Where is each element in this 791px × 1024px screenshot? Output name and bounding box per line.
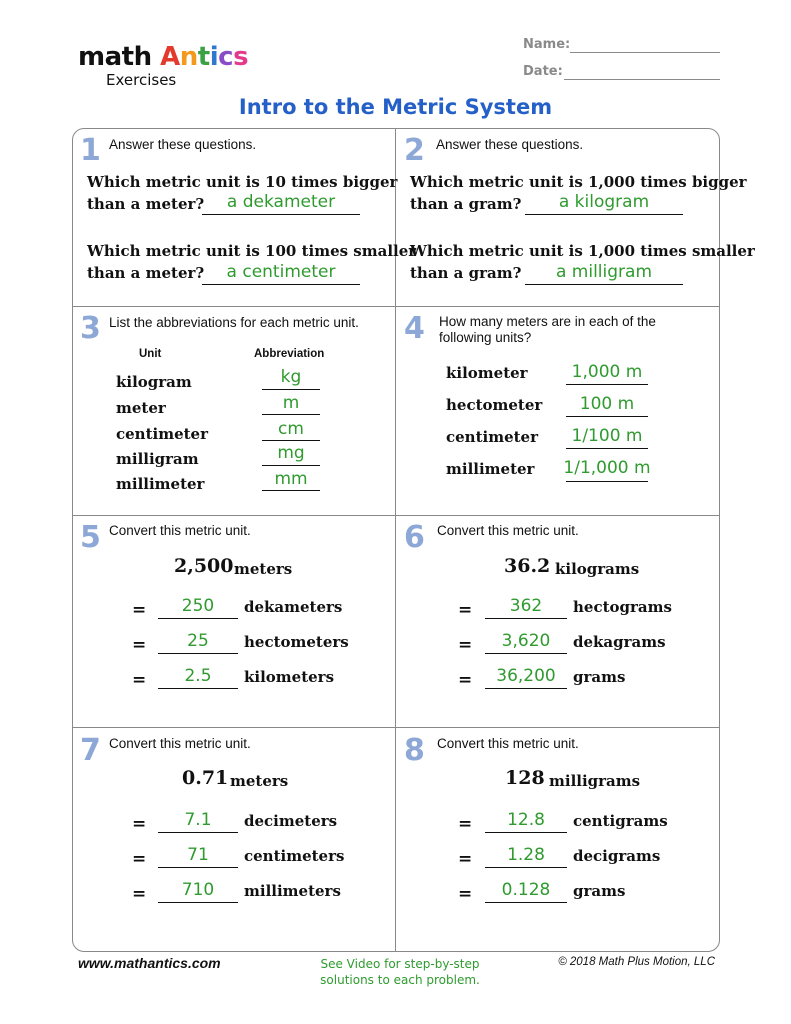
target-unit: hectograms — [573, 598, 672, 616]
name-label: Name: — [523, 37, 571, 52]
given-value: 36.2 — [504, 555, 551, 577]
given-unit: meters — [234, 560, 293, 578]
meters-answer[interactable]: 1/100 m — [571, 426, 643, 446]
answer-line — [158, 902, 238, 903]
date-field[interactable] — [564, 79, 720, 80]
problem-number-5: 5 — [80, 520, 101, 555]
conversion-answer[interactable]: 250 — [181, 596, 215, 616]
video-note-line1: See Video for step-by-step — [320, 957, 480, 971]
unit-label: millimeter — [446, 460, 535, 478]
equals-sign: = — [458, 814, 473, 834]
answer-line — [262, 440, 320, 441]
given-value: 0.71 — [182, 767, 229, 789]
answer-line — [485, 688, 567, 689]
logo-subtitle: Exercises — [106, 71, 177, 89]
meters-answer[interactable]: 1,000 m — [571, 362, 643, 382]
problem-2-q2-line1: Which metric unit is 1,000 times smaller — [410, 242, 755, 260]
abbreviation-column-header: Abbreviation — [254, 348, 325, 360]
answer-line — [566, 416, 648, 417]
name-field[interactable] — [570, 52, 720, 53]
problem-number-2: 2 — [404, 133, 425, 168]
given-value: 2,500 — [174, 555, 234, 577]
given-value: 128 — [505, 767, 545, 789]
target-unit: decigrams — [573, 847, 661, 865]
unit-label: kilometer — [446, 364, 528, 382]
equals-sign: = — [132, 849, 147, 869]
logo-letter: t — [197, 42, 210, 72]
equals-sign: = — [458, 849, 473, 869]
unit-column-header: Unit — [139, 348, 162, 360]
conversion-answer[interactable]: 71 — [187, 845, 209, 865]
equals-sign: = — [458, 600, 473, 620]
target-unit: kilometers — [244, 668, 335, 686]
answer-line — [566, 481, 648, 482]
problem-1-q1-line1: Which metric unit is 10 times bigger — [87, 173, 398, 191]
target-unit: dekagrams — [573, 633, 666, 651]
abbreviation-answer[interactable]: m — [282, 393, 300, 413]
problem-4-instruction-line1: How many meters are in each of the — [439, 314, 656, 329]
conversion-answer[interactable]: 362 — [509, 596, 543, 616]
target-unit: grams — [573, 882, 626, 900]
problem-2-q1-line1: Which metric unit is 1,000 times bigger — [410, 173, 747, 191]
page-title: Intro to the Metric System — [238, 95, 553, 119]
problem-8-instruction: Convert this metric unit. — [437, 736, 579, 751]
unit-label: meter — [116, 399, 166, 417]
conversion-answer[interactable]: 3,620 — [501, 631, 551, 651]
answer-line — [262, 490, 320, 491]
problem-7-instruction: Convert this metric unit. — [109, 736, 251, 751]
unit-label: centimeter — [446, 428, 538, 446]
logo-letter: n — [179, 42, 198, 72]
answer-line — [262, 389, 320, 390]
date-label: Date: — [523, 64, 563, 79]
answer-line — [485, 902, 567, 903]
logo-letter: A — [160, 42, 180, 72]
target-unit: decimeters — [244, 812, 338, 830]
answer-line — [158, 688, 238, 689]
logo-text-math: math — [78, 42, 161, 72]
problem-1-q2-line2: than a meter? — [87, 264, 205, 282]
answer-line — [262, 465, 320, 466]
website-link[interactable]: www.mathantics.com — [78, 955, 221, 971]
problem-number-3: 3 — [80, 311, 101, 346]
logo-letter: i — [209, 42, 219, 72]
equals-sign: = — [458, 635, 473, 655]
equals-sign: = — [132, 635, 147, 655]
answer-line — [566, 448, 648, 449]
answer-line — [485, 867, 567, 868]
answer-line — [158, 618, 238, 619]
video-note-line2: solutions to each problem. — [320, 973, 480, 987]
grid-divider — [72, 306, 720, 307]
equals-sign: = — [132, 814, 147, 834]
equals-sign: = — [132, 670, 147, 690]
problem-2-q1-line2: than a gram? — [410, 195, 522, 213]
problem-1-q1-answer[interactable]: a dekameter — [226, 192, 336, 212]
conversion-answer[interactable]: 0.128 — [501, 880, 551, 900]
logo — [78, 42, 248, 72]
equals-sign: = — [132, 600, 147, 620]
answer-line — [262, 414, 320, 415]
problem-5-instruction: Convert this metric unit. — [109, 523, 251, 538]
conversion-answer[interactable]: 12.8 — [507, 810, 545, 830]
target-unit: hectometers — [244, 633, 349, 651]
answer-line — [158, 867, 238, 868]
unit-label: centimeter — [116, 425, 208, 443]
answer-line — [566, 384, 648, 385]
target-unit: centimeters — [244, 847, 345, 865]
problem-number-4: 4 — [404, 311, 425, 346]
grid-divider — [72, 515, 720, 516]
problem-number-7: 7 — [80, 733, 101, 768]
answer-line — [485, 832, 567, 833]
given-unit: meters — [230, 772, 289, 790]
conversion-answer[interactable]: 36,200 — [496, 666, 556, 686]
answer-line — [485, 618, 567, 619]
target-unit: dekameters — [244, 598, 343, 616]
problem-2-instruction: Answer these questions. — [436, 137, 584, 152]
abbreviation-answer[interactable]: mm — [274, 469, 308, 489]
problem-number-1: 1 — [80, 133, 101, 168]
answer-line — [525, 284, 683, 285]
problem-1-q2-line1: Which metric unit is 100 times smaller — [87, 242, 417, 260]
conversion-answer[interactable]: 7.1 — [184, 810, 212, 830]
problem-1-q1-line2: than a meter? — [87, 195, 205, 213]
target-unit: grams — [573, 668, 626, 686]
answer-line — [202, 284, 360, 285]
conversion-answer[interactable]: 25 — [187, 631, 209, 651]
given-unit: kilograms — [555, 560, 640, 578]
meters-answer[interactable]: 1/1,000 m — [563, 458, 651, 478]
problem-2-q2-line2: than a gram? — [410, 264, 522, 282]
problem-number-8: 8 — [404, 733, 425, 768]
copyright: © 2018 Math Plus Motion, LLC — [558, 956, 715, 968]
problem-6-instruction: Convert this metric unit. — [437, 523, 579, 538]
logo-letter: c — [218, 42, 234, 72]
abbreviation-answer[interactable]: cm — [278, 419, 304, 439]
unit-label: kilogram — [116, 373, 192, 391]
problem-1-instruction: Answer these questions. — [109, 137, 257, 152]
abbreviation-answer[interactable]: kg — [280, 367, 302, 387]
conversion-answer[interactable]: 1.28 — [507, 845, 545, 865]
video-note — [280, 956, 520, 988]
equals-sign: = — [132, 884, 147, 904]
logo-letter: s — [233, 42, 249, 72]
target-unit: millimeters — [244, 882, 341, 900]
target-unit: centigrams — [573, 812, 668, 830]
answer-line — [158, 832, 238, 833]
conversion-answer[interactable]: 2.5 — [184, 666, 212, 686]
problem-1-q2-answer[interactable]: a centimeter — [226, 262, 336, 282]
unit-label: hectometer — [446, 396, 543, 414]
given-unit: milligrams — [549, 772, 641, 790]
problem-3-instruction: List the abbreviations for each metric unit. — [109, 315, 359, 330]
abbreviation-answer[interactable]: mg — [277, 443, 305, 463]
equals-sign: = — [458, 884, 473, 904]
answer-line — [525, 214, 683, 215]
unit-label: millimeter — [116, 475, 205, 493]
problem-2-q2-answer[interactable]: a milligram — [555, 262, 653, 282]
unit-label: milligram — [116, 450, 199, 468]
answer-line — [202, 214, 360, 215]
problem-number-6: 6 — [404, 520, 425, 555]
answer-line — [485, 653, 567, 654]
grid-divider — [72, 727, 720, 728]
conversion-answer[interactable]: 710 — [181, 880, 215, 900]
answer-line — [158, 653, 238, 654]
problem-4-instruction-line2: following units? — [439, 330, 532, 345]
problem-2-q1-answer[interactable]: a kilogram — [558, 192, 650, 212]
meters-answer[interactable]: 100 m — [579, 394, 635, 414]
equals-sign: = — [458, 670, 473, 690]
